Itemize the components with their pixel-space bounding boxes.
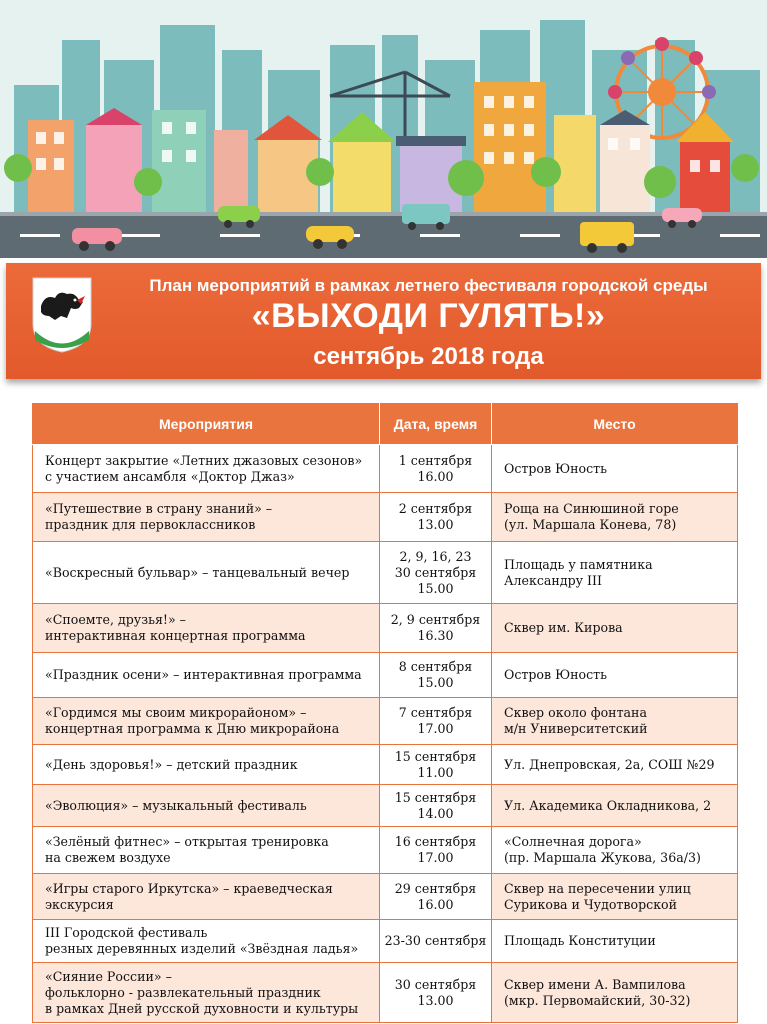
table-row (33, 542, 738, 604)
table-row (33, 493, 738, 542)
table-row (33, 920, 738, 963)
date-cell: 16 сентября 17.00 (380, 827, 492, 874)
place-cell: Сквер имени А. Вампилова (мкр. Первомайский, 30-32) (492, 963, 738, 1023)
event-cell: «Путешествие в страну знаний» – праздник для первоклассников (33, 493, 380, 542)
place-cell: Остров Юность (492, 653, 738, 698)
table-row (33, 827, 738, 874)
place-cell: Площадь Конституции (492, 920, 738, 963)
table-row (33, 874, 738, 920)
event-cell: «Зелёный фитнес» – открытая тренировка на свежем воздухе (33, 827, 380, 874)
place-cell: Ул. Днепровская, 2а, СОШ №29 (492, 745, 738, 785)
place-cell: «Солнечная дорога» (пр. Маршала Жукова, 36а/3) (492, 827, 738, 874)
date-cell: 8 сентября 15.00 (380, 653, 492, 698)
place-cell: Сквер около фонтана м/н Университетский (492, 698, 738, 745)
place-cell: Площадь у памятника Александру III (492, 542, 738, 604)
event-cell: «Праздник осени» – интерактивная программа (33, 653, 380, 698)
place-cell: Ул. Академика Окладникова, 2 (492, 785, 738, 827)
event-cell: «Эволюция» – музыкальный фестиваль (33, 785, 380, 827)
city-illustration (0, 0, 767, 262)
date-cell: 15 сентября 14.00 (380, 785, 492, 827)
table-row (33, 963, 738, 1023)
place-cell: Сквер им. Кирова (492, 604, 738, 653)
date-cell: 29 сентября 16.00 (380, 874, 492, 920)
event-cell: «Споемте, друзья!» – интерактивная концертная программа (33, 604, 380, 653)
date-cell: 2, 9 сентября 16.30 (380, 604, 492, 653)
event-cell: «Сияние России» – фольклорно - развлекательный праздник в рамках Дней русской духовности и культуры (33, 963, 380, 1023)
banner-subtitle: План мероприятий в рамках летнего фестиваля городской среды (149, 276, 708, 295)
place-cell: Роща на Синюшиной горе (ул. Маршала Конева, 78) (492, 493, 738, 542)
table-row (33, 604, 738, 653)
table-row (33, 653, 738, 698)
table-header-row (33, 404, 738, 445)
event-cell: «Игры старого Иркутска» – краеведческая экскурсия (33, 874, 380, 920)
date-cell: 2, 9, 16, 23 30 сентября 15.00 (380, 542, 492, 604)
event-cell: Концерт закрытие «Летних джазовых сезонов» с участием ансамбля «Доктор Джаз» (33, 445, 380, 493)
header-events: Мероприятия (33, 404, 380, 445)
place-cell: Остров Юность (492, 445, 738, 493)
header-place: Место (492, 404, 738, 445)
coat-of-arms-icon (31, 276, 93, 354)
date-cell: 30 сентября 13.00 (380, 963, 492, 1023)
title-banner (6, 263, 761, 379)
date-cell: 7 сентября 17.00 (380, 698, 492, 745)
date-cell: 23-30 сентября (380, 920, 492, 963)
date-cell: 1 сентября 16.00 (380, 445, 492, 493)
table-row (33, 445, 738, 493)
event-cell: «Гордимся мы своим микрорайоном» – концертная программа к Дню микрорайона (33, 698, 380, 745)
table-row (33, 698, 738, 745)
event-cell: «День здоровья!» – детский праздник (33, 745, 380, 785)
events-table (32, 403, 738, 1023)
place-cell: Сквер на пересечении улиц Сурикова и Чудотворской (492, 874, 738, 920)
banner-period: сентябрь 2018 года (313, 343, 544, 370)
date-cell: 15 сентября 11.00 (380, 745, 492, 785)
date-cell: 2 сентября 13.00 (380, 493, 492, 542)
event-cell: III Городской фестиваль резных деревянных изделий «Звёздная ладья» (33, 920, 380, 963)
table-row (33, 745, 738, 785)
event-cell: «Воскресный бульвар» – танцевальный вечер (33, 542, 380, 604)
table-row (33, 785, 738, 827)
header-date-time: Дата, время (380, 404, 492, 445)
banner-title: «ВЫХОДИ ГУЛЯТЬ!» (251, 297, 606, 335)
